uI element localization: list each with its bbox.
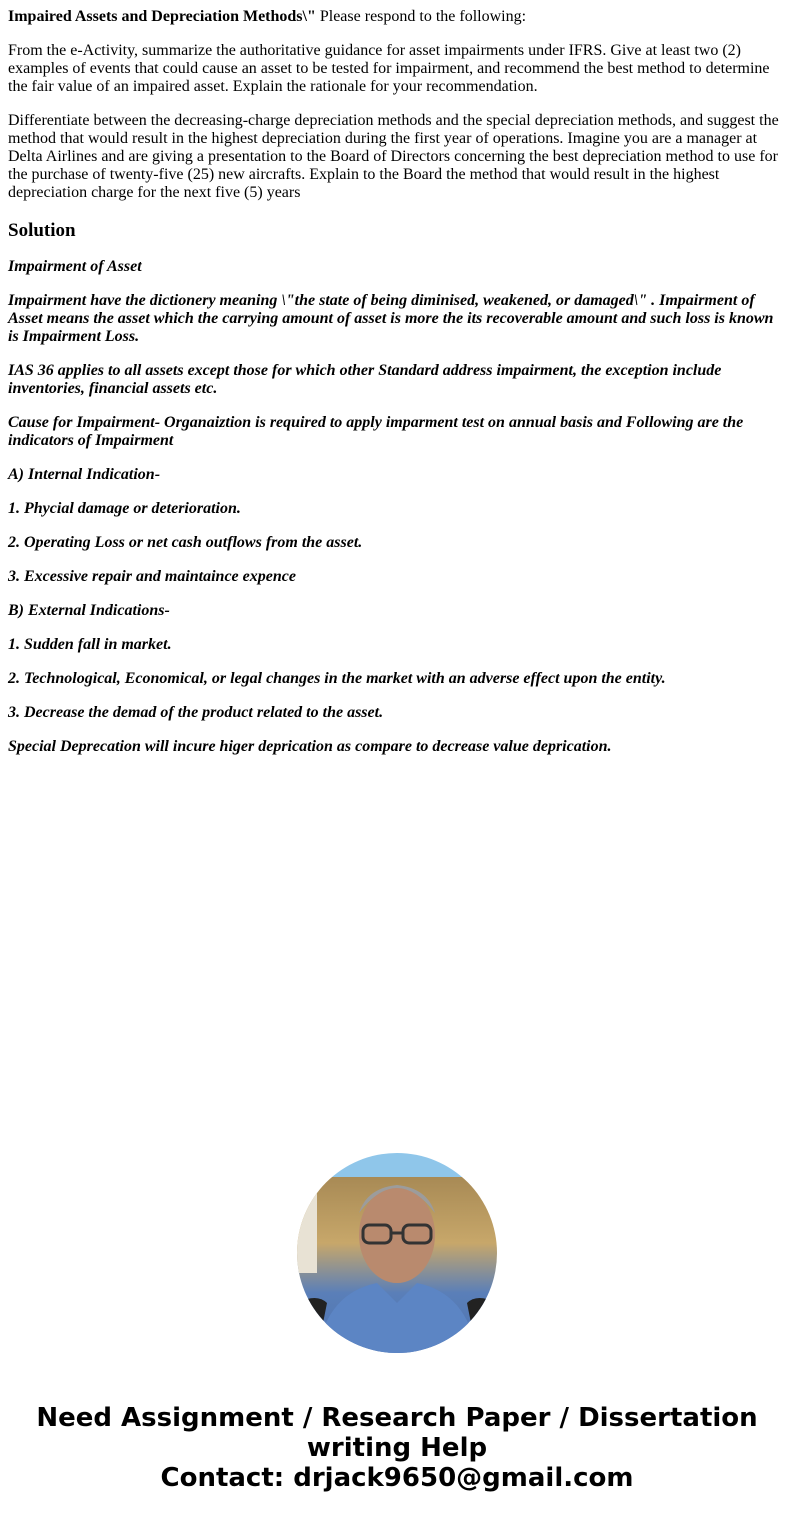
solution-paragraph: Cause for Impairment- Organaiztion is required to apply imparment test on annual basis and Following are the indicators of Impairment [8, 414, 744, 449]
solution-paragraph: Impairment have the dictionery meaning \"the state of being diminised, weakened, or damaged\" . Impairment of Asset means the asset which the carrying amount of asset is more the its recoverable amount and such loss is known is Impairment Loss. [8, 292, 774, 345]
solution-paragraph: 3. Excessive repair and maintaince expence [8, 568, 296, 585]
question-title [8, 8, 786, 26]
solution-paragraph: Special Deprecation will incure higer deprication as compare to decrease value deprication. [8, 738, 612, 755]
solution-paragraph: 3. Decrease the demad of the product related to the asset. [8, 704, 384, 721]
solution-body [8, 258, 786, 756]
contact-footer [0, 1403, 794, 1493]
footer-help-line: Need Assignment / Research Paper / Dissertation writing Help [36, 1403, 758, 1463]
solution-paragraph: 1. Sudden fall in market. [8, 636, 172, 653]
footer-contact-line: Contact: drjack9650@gmail.com [160, 1463, 634, 1493]
solution-paragraph: 2. Technological, Economical, or legal changes in the market with an adverse effect upon the entity. [8, 670, 666, 687]
solution-paragraph: 1. Phycial damage or deterioration. [8, 500, 241, 517]
person-photo-icon [297, 1153, 497, 1353]
solution-paragraph: Impairment of Asset [8, 258, 142, 275]
solution-paragraph: B) External Indications- [8, 602, 170, 619]
question-title-bold: Impaired Assets and Depreciation Methods\" [8, 8, 316, 25]
solution-heading: Solution [8, 220, 76, 241]
question-paragraph: Differentiate between the decreasing-charge depreciation methods and the special depreciation methods, and suggest the method that would result in the highest depreciation during the first year of operations. Imagine you are a manager at Delta Airlines and are giving a presentation to the Board of Directors concerning the best depreciation method to use for the purchase of twenty-five (25) new aircrafts. Explain to the Board the method that would result in the highest depreciation charge for the next five (5) years [8, 112, 779, 201]
question-title-rest: Please respond to the following: [315, 8, 527, 25]
solution-paragraph: 2. Operating Loss or net cash outflows from the asset. [8, 534, 363, 551]
author-avatar [297, 1153, 497, 1353]
question-paragraph: From the e-Activity, summarize the authoritative guidance for asset impairments under IFRS. Give at least two (2) examples of events that could cause an asset to be tested for impairment, and recommend the best method to determine the fair value of an impaired asset. Explain the rationale for your recommendation. [8, 42, 770, 95]
solution-paragraph: IAS 36 applies to all assets except those for which other Standard address impairment, the exception include inventories, financial assets etc. [8, 362, 722, 397]
solution-paragraph: A) Internal Indication- [8, 466, 161, 483]
